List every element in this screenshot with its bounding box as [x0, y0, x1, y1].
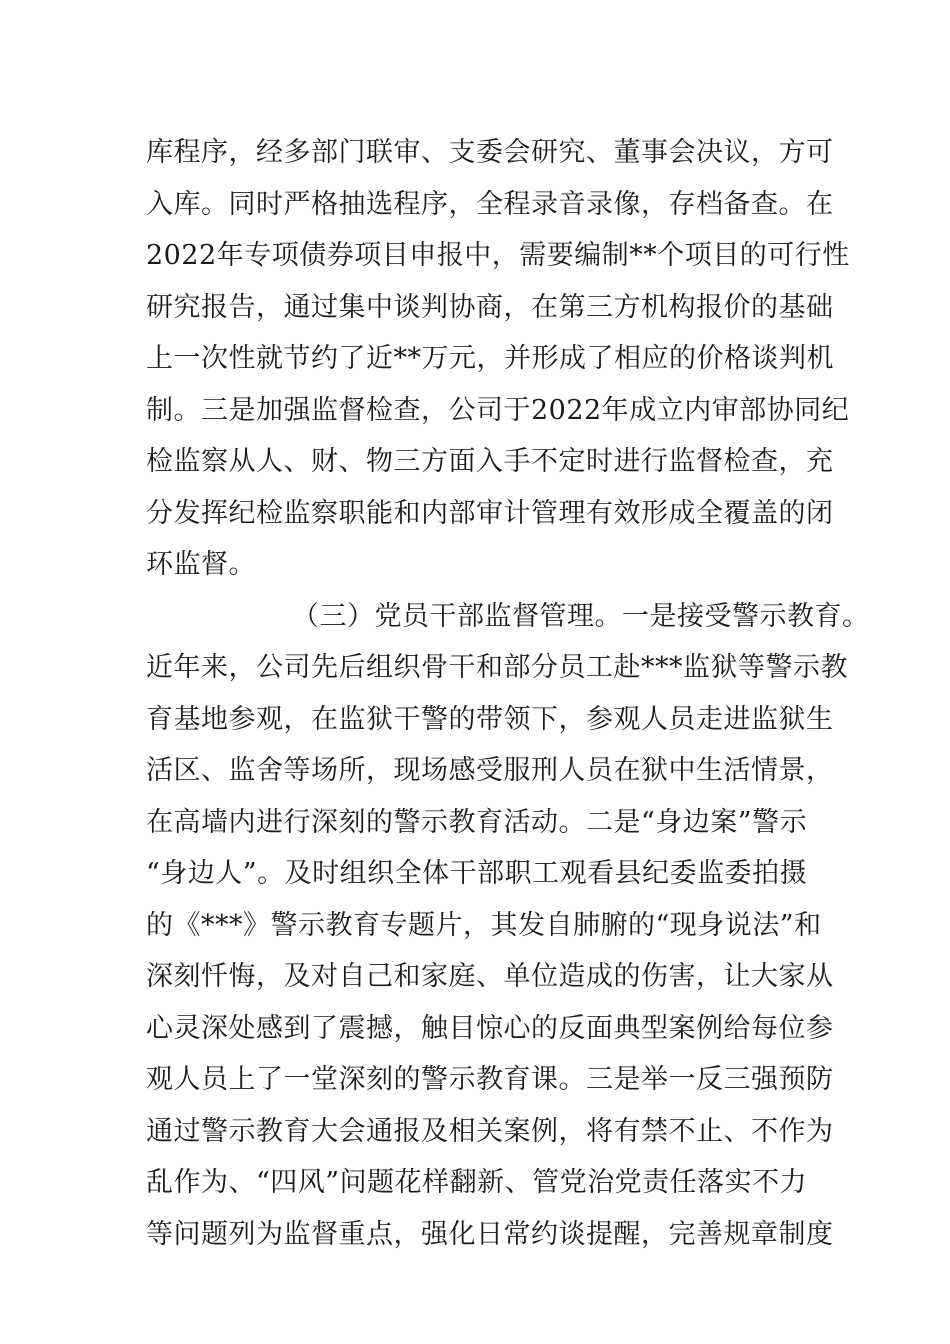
text-line: 分发挥纪检监察职能和内部审计管理有效形成全覆盖的闭	[146, 497, 834, 529]
text-line: 观人员上了一堂深刻的警示教育课。三是举一反三强预防	[146, 1064, 834, 1095]
text-line: 检监察从人、财、物三方面入手不定时进行监督检查，充	[146, 446, 834, 477]
text-line: 上一次性就节约了近**万元，并形成了相应的价格谈判机	[146, 343, 834, 374]
text-line: 制。三是加强监督检查，公司于2022年成立内审部协同纪	[146, 394, 850, 426]
text-line: 在高墙内进行深刻的警示教育活动。二是“身边案”警示	[146, 806, 808, 838]
text-line: 研究报告，通过集中谈判协商，在第三方机构报价的基础	[146, 291, 834, 323]
text-line: 心灵深处感到了震撼，触目惊心的反面典型案例给每位参	[146, 1012, 834, 1044]
text-line: 活区、监舍等场所，现场感受服刑人员在狱中生活情景，	[146, 755, 834, 786]
text-line: 深刻忏悔，及对自己和家庭、单位造成的伤害，让大家从	[146, 961, 834, 992]
text-line: 的《***》警示教育专题片，其发自肺腑的“现身说法”和	[146, 909, 822, 941]
text-line: “身边人”。及时组织全体干部职工观看县纪委监委拍摄	[146, 858, 808, 889]
text-line: 通过警示教育大会通报及相关案例，将有禁不止、不作为	[146, 1115, 834, 1147]
section-heading-line: （三）党员干部监督管理。一是接受警示教育。	[292, 600, 870, 632]
text-line: 2022年专项债券项目申报中，需要编制**个项目的可行性	[146, 240, 850, 271]
text-line: 乱作为、“四风”问题花样翻新、管党治党责任落实不力	[146, 1167, 808, 1198]
body-text	[146, 127, 870, 1260]
text-line: 入库。同时严格抽选程序，全程录音录像，存档备查。在	[146, 188, 834, 220]
text-line: 等问题列为监督重点，强化日常约谈提醒，完善规章制度	[146, 1218, 834, 1250]
text-line: 近年来，公司先后组织骨干和部分员工赴***监狱等警示教	[146, 652, 848, 683]
text-line: 育基地参观，在监狱干警的带领下，参观人员走进监狱生	[146, 703, 834, 735]
text-line: 库程序，经多部门联审、支委会研究、董事会决议，方可	[146, 137, 834, 168]
text-line: 环监督。	[146, 549, 256, 580]
